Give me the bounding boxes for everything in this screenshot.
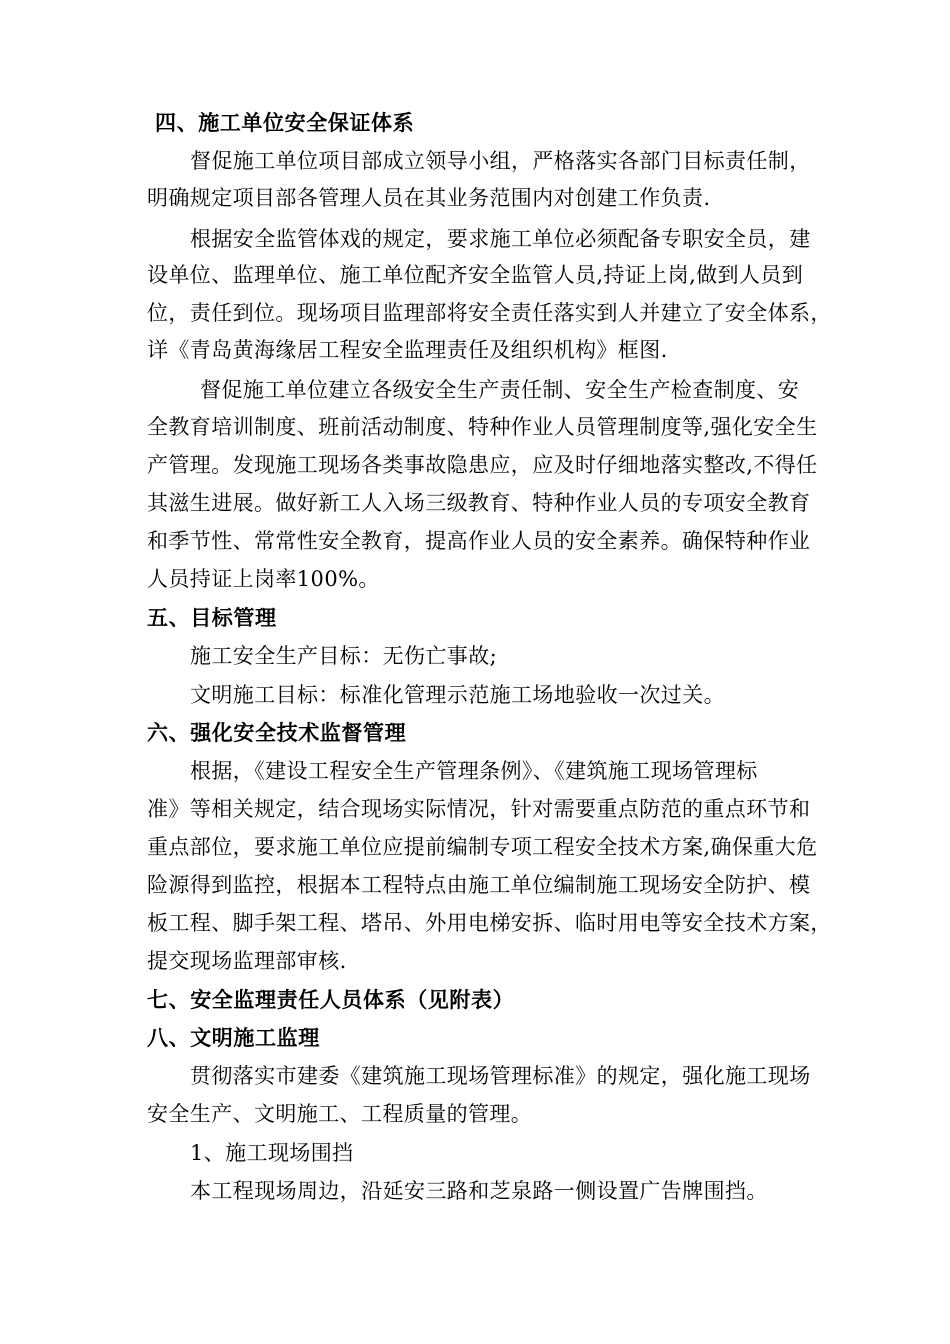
paragraph-line: 提交现场监理部审核.: [147, 949, 347, 973]
paragraph-line: 根据安全监管体戏的规定，要求施工单位必须配备专职安全员，建: [190, 227, 811, 251]
paragraph-line: 详《青岛黄海缘居工程安全监理责任及组织机构》框图.: [147, 338, 668, 362]
paragraph-line: 人员持证上岗率100%。: [147, 567, 380, 591]
paragraph-line: 险源得到监控，根据本工程特点由施工单位编制施工现场安全防护、模: [147, 873, 811, 897]
paragraph-line: 准》等相关规定，结合现场实际情况，针对需要重点防范的重点环节和: [147, 797, 811, 821]
subsection-heading: 1、施工现场围挡: [190, 1141, 354, 1165]
paragraph-line: 位，责任到位。现场项目监理部将安全责任落实到人并建立了安全体系，: [147, 301, 832, 325]
paragraph-line: 施工安全生产目标：无伤亡事故;: [190, 644, 498, 668]
paragraph-line: 明确规定项目部各管理人员在其业务范围内对创建工作负责.: [147, 186, 711, 210]
paragraph-line: 文明施工目标：标准化管理示范施工场地验收一次过关。: [190, 683, 725, 707]
paragraph-line: 本工程现场周边，沿延安三路和芝泉路一侧设置广告牌围挡。: [190, 1179, 768, 1203]
section-heading-5: 五、目标管理: [147, 605, 277, 630]
paragraph-line: 设单位、监理单位、施工单位配齐安全监管人员,持证上岗,做到人员到: [147, 263, 804, 287]
section-heading-6: 六、强化安全技术监督管理: [147, 720, 407, 745]
paragraph-line: 贯彻落实市建委《建筑施工现场管理标准》的规定，强化施工现场: [190, 1064, 811, 1088]
paragraph-line: 重点部位，要求施工单位应提前编制专项工程安全技术方案,确保重大危: [147, 835, 818, 859]
paragraph-line: 督促施工单位项目部成立领导小组，严格落实各部门目标责任制，: [190, 149, 811, 173]
section-heading-8: 八、文明施工监理: [147, 1025, 320, 1050]
paragraph-line: 安全生产、文明施工、工程质量的管理。: [147, 1102, 533, 1126]
paragraph-line: 其滋生进展。做好新工人入场三级教育、特种作业人员的专项安全教育: [147, 491, 811, 515]
section-heading-7: 七、安全监理责任人员体系（见附表）: [147, 987, 515, 1012]
paragraph-line: 根据，《建设工程安全生产管理条例》、《建筑施工现场管理标: [190, 759, 758, 783]
section-heading-4: 四、施工单位安全保证体系: [155, 110, 415, 135]
paragraph-line: 和季节性、常常性安全教育，提高作业人员的安全素养。确保特种作业: [147, 529, 811, 553]
paragraph-line: 产管理。发现施工现场各类事故隐患应，应及时仔细地落实整改,不得任: [147, 453, 818, 477]
paragraph-line: 板工程、脚手架工程、塔吊、外用电梯安拆、临时用电等安全技术方案，: [147, 911, 832, 935]
paragraph-line: 督促施工单位建立各级安全生产责任制、安全生产检查制度、安: [200, 378, 800, 402]
paragraph-line: 全教育培训制度、班前活动制度、特种作业人员管理制度等,强化安全生: [147, 415, 818, 439]
